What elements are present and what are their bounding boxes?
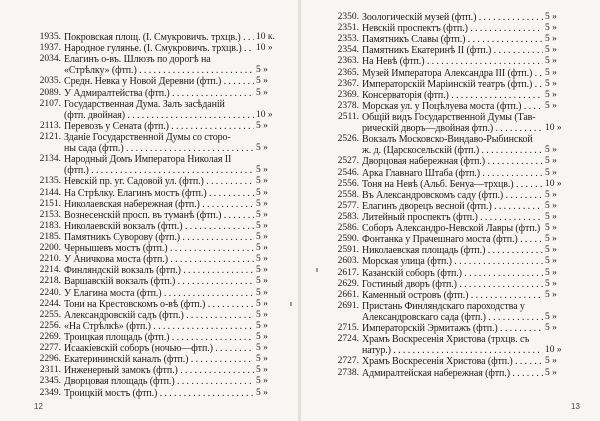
- entry-price: 5 »: [256, 365, 268, 376]
- entry-price: 5 »: [256, 287, 268, 298]
- catalog-entry: [325, 234, 571, 245]
- entry-price: 5 »: [256, 220, 268, 231]
- entry-price: 5 »: [256, 320, 268, 331]
- catalog-entry: [27, 321, 282, 332]
- entry-price: 5 »: [545, 12, 557, 22]
- entry-number: 2546.: [337, 167, 359, 178]
- entry-price: 5 »: [545, 200, 557, 211]
- catalog-entry: [325, 134, 571, 145]
- entry-title: Литейный проспектъ (фтп.) . . .: [362, 212, 543, 223]
- entry-title: Соборъ Александро-Невской Лавры (фтп.) . . .: [362, 223, 543, 234]
- right-catalog-list: [325, 12, 571, 379]
- right-page-number: 13: [571, 402, 580, 411]
- entry-price: 5 »: [545, 267, 557, 278]
- entry-price: 5 »: [545, 100, 557, 111]
- entry-number: 2586.: [337, 223, 359, 234]
- entry-price: 5 »: [545, 45, 557, 56]
- catalog-entry: [27, 354, 282, 365]
- entry-title: Императорскiй Эрмитажъ (фтп.) . . .: [362, 323, 543, 334]
- entry-price: 10 »: [545, 123, 562, 134]
- entry-number: 2354.: [337, 45, 359, 56]
- entry-price: 5 »: [545, 189, 557, 200]
- catalog-entry: [325, 56, 571, 67]
- entry-number: 2727.: [337, 356, 359, 367]
- catalog-entry: [325, 345, 571, 356]
- entry-price: 5 »: [545, 23, 557, 34]
- catalog-entry: [27, 43, 282, 54]
- entry-title: Инженерный замокъ (фтп.) . . .: [64, 365, 254, 376]
- catalog-entry: [27, 54, 282, 65]
- entry-title: Въ Александровскомъ саду (фтп.) . . .: [362, 190, 543, 201]
- entry-number: 2218.: [39, 276, 61, 287]
- entry-price: 5 »: [256, 298, 268, 309]
- catalog-entry: [27, 243, 282, 254]
- entry-number: 2511.: [337, 111, 359, 122]
- entry-number: 2590.: [337, 234, 359, 245]
- entry-title: Невскiй пр. уг. Садовой ул. (фтп.) . . .: [64, 176, 254, 187]
- entry-price: 5 »: [545, 67, 557, 78]
- entry-number: 2277.: [39, 343, 61, 354]
- entry-price: 5 »: [256, 354, 268, 365]
- entry-price: 5 »: [545, 156, 557, 167]
- entry-number: 2526.: [337, 134, 359, 145]
- entry-title: «Стрѣлку» (фтп.) . . .: [64, 65, 254, 76]
- entry-number: 2200.: [39, 243, 61, 254]
- catalog-entry: [325, 34, 571, 45]
- entry-title: ны сада (фтп.) . . .: [64, 143, 254, 154]
- entry-title: «На Стрѣлкѣ» (фтп.) . . .: [64, 321, 254, 332]
- catalog-entry: [27, 165, 282, 176]
- entry-title: Памятникъ Суворову (фтп.) . . .: [64, 232, 254, 243]
- entry-number: 2724.: [337, 334, 359, 345]
- entry-title: Николаевская площадь (фтп.) . . .: [362, 245, 543, 256]
- entry-price: 5 »: [256, 243, 268, 254]
- entry-price: 10 »: [545, 345, 562, 356]
- entry-title: натур.) . . .: [362, 345, 543, 356]
- entry-title: Вознесенскiй просп. въ туманѣ (фтп.) . . .: [64, 210, 254, 221]
- entry-price: 5 »: [545, 211, 557, 222]
- catalog-entry: [325, 312, 571, 323]
- entry-price: 5 »: [256, 176, 268, 187]
- entry-price: 5 »: [256, 120, 268, 131]
- entry-title: У Елагина моста (фтп.) . . .: [64, 288, 254, 299]
- entry-title: Каменный островъ (фтп.) . . .: [362, 290, 543, 301]
- entry-title: Троицкая площадь (фтп.) . . .: [64, 332, 254, 343]
- entry-price: 5 »: [256, 209, 268, 220]
- catalog-entry: [325, 279, 571, 290]
- entry-number: 2367.: [337, 78, 359, 89]
- entry-number: 2715.: [337, 323, 359, 334]
- catalog-entry: [27, 276, 282, 287]
- entry-number: 2135.: [39, 176, 61, 187]
- entry-number: 2183.: [39, 220, 61, 231]
- entry-title: Александровскаго сада (фтп.) . . .: [362, 312, 543, 323]
- entry-price: 5 »: [545, 356, 557, 367]
- entry-title: Зоологическiй музей (фтп.) . . .: [362, 12, 543, 23]
- catalog-entry: [325, 179, 571, 190]
- entry-title: Памятникъ Славы (фтп.) . . .: [362, 34, 543, 45]
- entry-number: 2345.: [39, 376, 61, 387]
- entry-number: 2617.: [337, 267, 359, 278]
- entry-number: 2378.: [337, 100, 359, 111]
- entry-title: Арка Главнаго Штаба (фтп.) . . .: [362, 168, 543, 179]
- entry-title: У Аничкова моста (фтп.) . . .: [64, 254, 254, 265]
- catalog-entry: [27, 88, 282, 99]
- entry-title: Николаевскiй вокзалъ (фтп.) . . .: [64, 221, 254, 232]
- catalog-entry: [27, 154, 282, 165]
- entry-title: Тони на Крестовскомъ о-вѣ (фтп.) . . .: [64, 299, 254, 310]
- entry-number: 2121.: [39, 131, 61, 142]
- entry-number: 2577.: [337, 200, 359, 211]
- catalog-entry: [325, 334, 571, 345]
- entry-title: Невскiй проспектъ (фтп.) . . .: [362, 23, 543, 34]
- entry-price: 5 »: [256, 265, 268, 276]
- entry-price: 5 »: [256, 76, 268, 87]
- catalog-entry: [27, 143, 282, 154]
- entry-title: Варшавскiй вокзалъ (фтп.) . . .: [64, 276, 254, 287]
- entry-title: Храмъ Воскресенiя Христова (фтп.) . . .: [362, 356, 543, 367]
- entry-price: 10 к.: [256, 32, 275, 42]
- entry-price: 10 »: [256, 43, 273, 54]
- catalog-entry: [27, 310, 282, 321]
- catalog-entry: [27, 121, 282, 132]
- entry-title: Музей Императора Александра III (фтп.) . . .: [362, 68, 543, 79]
- entry-title: Народное гулянье. (I. Смукровичъ. трхцв.) . . .: [64, 43, 254, 54]
- entry-number: 2185.: [39, 231, 61, 242]
- entry-title: Троицкiй мостъ (фтп.) . . .: [64, 388, 254, 399]
- catalog-entry: [325, 101, 571, 112]
- entry-price: 5 »: [545, 245, 557, 256]
- entry-price: 5 »: [545, 78, 557, 89]
- entry-title: На Невѣ (фтп.) . . .: [362, 56, 543, 67]
- catalog-entry: [325, 201, 571, 212]
- entry-title: Исаакiевскiй соборъ (ночью—фтп.) . . .: [64, 343, 254, 354]
- entry-number: 2256.: [39, 320, 61, 331]
- entry-price: 5 »: [256, 254, 268, 265]
- catalog-entry: [325, 68, 571, 79]
- entry-number: 2661.: [337, 289, 359, 300]
- entry-number: 2351.: [337, 23, 359, 34]
- entry-title: Покровская площ. (I. Смукровичъ. трхцв.) . . .: [64, 32, 254, 43]
- entry-price: 5 »: [545, 367, 557, 378]
- entry-title: Адмиралтейская набережная (фтп.) . . .: [362, 368, 543, 379]
- entry-title: Морская ул. у Поцѣлуева моста (фтп.) . . .: [362, 101, 543, 112]
- catalog-entry: [27, 232, 282, 243]
- catalog-entry: [325, 323, 571, 334]
- catalog-entry: [27, 343, 282, 354]
- entry-number: 2153.: [39, 209, 61, 220]
- entry-number: 2035.: [39, 76, 61, 87]
- entry-title: Вокзалъ Московско-Виндаво-Рыбинской: [362, 134, 533, 146]
- entry-title: Общiй видъ Государственной Думы (Тав-: [362, 111, 536, 123]
- entry-number: 2255.: [39, 309, 61, 320]
- catalog-entry: [27, 299, 282, 310]
- catalog-entry: [325, 190, 571, 201]
- entry-price: 5 »: [545, 167, 557, 178]
- entry-title: Дворцовая площадь (фтп.) . . .: [64, 376, 254, 387]
- entry-title: Екатерининскiй каналъ (фтп.) . . .: [64, 354, 254, 365]
- entry-title: (фтп. двойная) . . .: [64, 110, 254, 121]
- entry-price: 5 »: [545, 311, 557, 322]
- catalog-entry: [27, 376, 282, 387]
- entry-number: 2269.: [39, 331, 61, 342]
- catalog-entry: [27, 132, 282, 143]
- entry-price: 5 »: [545, 89, 557, 100]
- entry-title: Народный Домъ Императора Николая II: [64, 154, 232, 166]
- entry-title: У Адмиралтейства (фтп.) . . .: [64, 88, 254, 99]
- catalog-entry: [325, 212, 571, 223]
- entry-title: Морская улица (фтп.) . . .: [362, 256, 543, 267]
- entry-price: 5 »: [545, 278, 557, 289]
- catalog-entry: [27, 99, 282, 110]
- gutter-mark: [290, 302, 292, 306]
- catalog-entry: [325, 156, 571, 167]
- entry-title: Пристань Финляндскаго пароходства у: [362, 300, 525, 312]
- catalog-entry: [27, 221, 282, 232]
- entry-price: 5 »: [545, 323, 557, 334]
- entry-title: Дворцовая набережная (фтп.) . . .: [362, 156, 543, 167]
- entry-title: Консерваторiя (фтп.) . . .: [362, 90, 543, 101]
- entry-title: Зданiе Государственной Думы со сторо-: [64, 131, 231, 143]
- entry-number: 2240.: [39, 287, 61, 298]
- catalog-entry: [325, 245, 571, 256]
- entry-price: 5 »: [545, 56, 557, 67]
- entry-number: 2369.: [337, 89, 359, 100]
- entry-title: Николаевская набережная (фтп.) . . .: [64, 199, 254, 210]
- catalog-entry: [27, 32, 282, 43]
- entry-price: 10 »: [545, 178, 562, 189]
- entry-number: 2558.: [337, 189, 359, 200]
- entry-number: 2363.: [337, 56, 359, 67]
- entry-price: 5 »: [545, 256, 557, 267]
- entry-number: 2107.: [39, 98, 61, 109]
- entry-number: 1937.: [39, 43, 61, 54]
- entry-price: 5 »: [256, 276, 268, 287]
- entry-title: Фонтанка у Прачешнаго моста (фтп.) . . .: [362, 234, 543, 245]
- catalog-entry: [325, 301, 571, 312]
- entry-price: 5 »: [256, 65, 268, 76]
- entry-price: 5 »: [256, 187, 268, 198]
- catalog-entry: [27, 76, 282, 87]
- catalog-entry: [27, 188, 282, 199]
- catalog-entry: [325, 112, 571, 123]
- entry-price: 5 »: [256, 87, 268, 98]
- entry-title: Казанскiй соборъ (фтп.) . . .: [362, 268, 543, 279]
- catalog-entry: [325, 79, 571, 90]
- left-page-number: 12: [34, 402, 43, 411]
- catalog-entry: [27, 65, 282, 76]
- catalog-entry: [325, 45, 571, 56]
- catalog-entry: [27, 199, 282, 210]
- entry-number: 2349.: [39, 387, 61, 398]
- entry-title: Императорскiй Марiинскiй театръ (фтп.) . . .: [362, 79, 543, 90]
- entry-number: 2583.: [337, 211, 359, 222]
- entry-number: 2144.: [39, 187, 61, 198]
- catalog-entry: [325, 123, 571, 134]
- entry-title: Гостиный дворъ (фтп.) . . .: [362, 279, 543, 290]
- catalog-entry: [325, 368, 571, 379]
- entry-number: 2311.: [39, 365, 61, 376]
- entry-title: ж. д. (Царскосельскiй (фтп.) . . .: [362, 145, 543, 156]
- entry-number: 2738.: [337, 367, 359, 378]
- entry-title: Елагинъ дворецъ весной (фтп.) . . .: [362, 201, 543, 212]
- entry-title: Тоня на Невѣ (Альб. Бенуа—трхцв.) . . .: [362, 179, 543, 190]
- catalog-entry: [27, 332, 282, 343]
- entry-number: 2629.: [337, 278, 359, 289]
- entry-price: 5 »: [256, 198, 268, 209]
- entry-price: 5 »: [545, 223, 557, 234]
- entry-price: 5 »: [256, 309, 268, 320]
- entry-title: (фтп.) . . .: [64, 165, 254, 176]
- entry-title: Александровскiй садъ (фтп.) . . .: [64, 310, 254, 321]
- entry-price: 5 »: [256, 387, 268, 398]
- entry-number: 2350.: [337, 12, 359, 22]
- right-page: [301, 0, 600, 421]
- entry-number: 2353.: [337, 34, 359, 45]
- entry-title: Чернышевъ мостъ (фтп.) . . .: [64, 243, 254, 254]
- entry-title: Храмъ Воскресенiя Христова (трхцв. съ: [362, 334, 530, 346]
- catalog-entry: [27, 254, 282, 265]
- catalog-entry: [325, 256, 571, 267]
- entry-number: 2151.: [39, 198, 61, 209]
- entry-number: 2691.: [337, 300, 359, 311]
- entry-number: 2244.: [39, 298, 61, 309]
- entry-number: 2527.: [337, 156, 359, 167]
- entry-price: 5 »: [545, 289, 557, 300]
- entry-number: 2210.: [39, 254, 61, 265]
- entry-number: 2296.: [39, 354, 61, 365]
- entry-price: 5 »: [256, 376, 268, 387]
- entry-price: 5 »: [256, 165, 268, 176]
- catalog-entry: [325, 12, 571, 23]
- entry-number: 2089.: [39, 87, 61, 98]
- entry-number: 2034.: [39, 54, 61, 65]
- entry-title: Елагинъ о-въ. Шлюзъ по дорогѣ на: [64, 54, 211, 66]
- catalog-entry: [325, 356, 571, 367]
- catalog-entry: [27, 210, 282, 221]
- catalog-entry: [325, 23, 571, 34]
- entry-price: 5 »: [256, 331, 268, 342]
- catalog-entry: [27, 388, 282, 399]
- entry-number: 2134.: [39, 154, 61, 165]
- entry-price: 5 »: [545, 34, 557, 45]
- entry-price: 5 »: [256, 143, 268, 154]
- entry-number: 2591.: [337, 245, 359, 256]
- entry-title: Финляндскiй вокзалъ (фтп.) . . .: [64, 265, 254, 276]
- entry-title: Памятникъ Екатеринѣ II (фтп.) . . .: [362, 45, 543, 56]
- entry-title: рическiй дворъ—двойная фтп.) . . .: [362, 123, 543, 134]
- catalog-entry: [27, 288, 282, 299]
- entry-number: 2365.: [337, 67, 359, 78]
- entry-number: 2603.: [337, 256, 359, 267]
- catalog-entry: [27, 110, 282, 121]
- catalog-entry: [325, 223, 571, 234]
- entry-price: 5 »: [256, 231, 268, 242]
- entry-price: 5 »: [545, 145, 557, 156]
- entry-number: 2556.: [337, 178, 359, 189]
- entry-number: 2113.: [39, 120, 61, 131]
- catalog-entry: [325, 145, 571, 156]
- catalog-entry: [325, 268, 571, 279]
- catalog-entry: [325, 290, 571, 301]
- entry-title: Средн. Невка у Новой Деревни (фтп.) . . .: [64, 76, 254, 87]
- entry-price: 5 »: [256, 343, 268, 354]
- catalog-entry: [27, 176, 282, 187]
- entry-number: 1935.: [39, 32, 61, 42]
- entry-price: 5 »: [545, 234, 557, 245]
- catalog-entry: [27, 265, 282, 276]
- entry-title: На Стрѣлку. Елагинъ мостъ (фтп.) . . .: [64, 188, 254, 199]
- gutter-mark: [316, 268, 318, 272]
- catalog-entry: [325, 168, 571, 179]
- entry-title: Перевозъ у Сената (фтп.) . . .: [64, 121, 254, 132]
- left-catalog-list: [27, 32, 282, 399]
- entry-price: 10 »: [256, 109, 273, 120]
- entry-title: Государственная Дума. Залъ засѣданiй: [64, 98, 225, 110]
- catalog-entry: [27, 365, 282, 376]
- entry-number: 2214.: [39, 265, 61, 276]
- left-page: [0, 0, 299, 421]
- catalog-entry: [325, 90, 571, 101]
